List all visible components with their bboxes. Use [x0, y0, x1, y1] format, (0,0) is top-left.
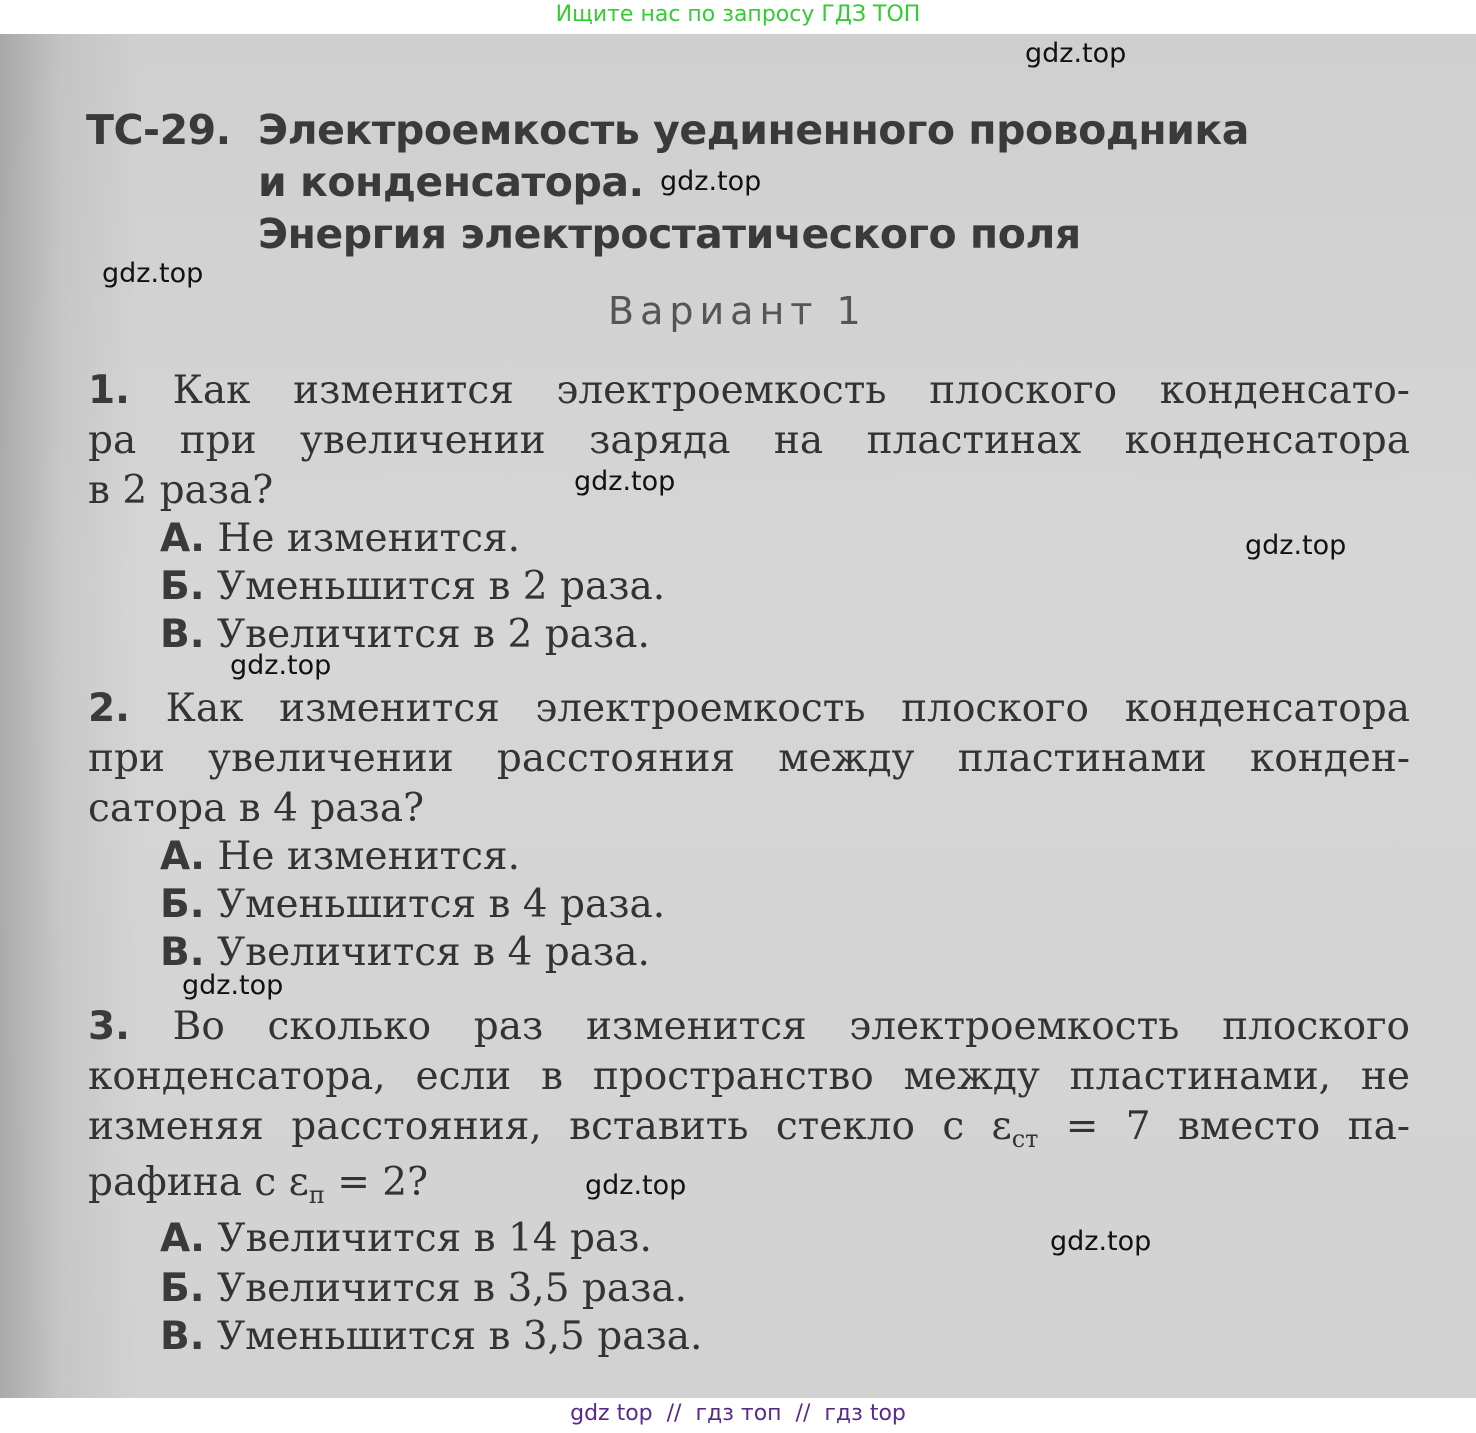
watermark: gdz.top — [660, 166, 762, 197]
option-text: Увеличится в 2 раза. — [216, 612, 650, 657]
watermark: gdz.top — [182, 970, 284, 1001]
question-3-option-c — [160, 1312, 702, 1362]
watermark: gdz.top — [1245, 530, 1347, 561]
epsilon-subscript-glass: ст — [1011, 1125, 1039, 1153]
question-3-text-4b: = 2? — [324, 1160, 429, 1205]
option-letter: А. — [160, 1216, 205, 1261]
option-letter: Б. — [160, 564, 205, 609]
option-letter: В. — [160, 612, 205, 657]
question-2-line-1 — [88, 684, 1410, 734]
option-text: Уменьшится в 4 раза. — [216, 882, 666, 927]
question-1-line-1 — [88, 366, 1410, 416]
option-letter: В. — [160, 1314, 205, 1359]
question-2-line-3: сатора в 4 раза? — [88, 786, 424, 831]
option-letter: А. — [160, 516, 205, 561]
scanned-page — [0, 34, 1476, 1398]
watermark: gdz.top — [102, 258, 204, 289]
question-1-text-1: Как изменится электроемкость плоского конденсато- — [172, 368, 1410, 413]
watermark: gdz.top — [1025, 38, 1127, 69]
option-text: Увеличится в 3,5 раза. — [216, 1266, 688, 1311]
option-letter: В. — [160, 930, 205, 975]
question-2-text-1: Как изменится электроемкость плоского конденсатора — [165, 686, 1411, 731]
question-3-text-3a: изменяя расстояния, вставить стекло с ε — [88, 1104, 1012, 1149]
watermark: gdz.top — [1050, 1226, 1152, 1257]
option-text: Не изменится. — [217, 516, 520, 561]
question-1-option-b — [160, 562, 665, 612]
option-text: Уменьшится в 2 раза. — [216, 564, 666, 609]
page-title-line-1: Электроемкость уединенного проводника — [258, 106, 1249, 154]
question-2-option-b — [160, 880, 665, 930]
option-letter: Б. — [160, 882, 205, 927]
page-title-line-3: Энергия электростатического поля — [258, 210, 1081, 258]
question-1-number: 1. — [88, 368, 130, 413]
question-3-text-4a: рафина с ε — [88, 1160, 309, 1205]
test-code: ТС-29. — [86, 106, 231, 154]
watermark: gdz.top — [585, 1170, 687, 1201]
question-3-text-1: Во сколько раз изменится электроемкость плоского — [172, 1004, 1410, 1049]
page-title-line-2: и конденсатора. — [258, 158, 644, 206]
question-3-line-4 — [88, 1158, 1410, 1208]
question-3-line-3 — [88, 1102, 1410, 1152]
watermark: gdz.top — [230, 650, 332, 681]
question-3-option-b — [160, 1264, 687, 1314]
question-3-option-a — [160, 1214, 652, 1264]
question-1-line-3: в 2 раза? — [88, 468, 274, 513]
option-text: Не изменится. — [217, 834, 520, 879]
option-text: Увеличится в 4 раза. — [216, 930, 650, 975]
question-3-text-3b: = 7 вместо па- — [1038, 1104, 1410, 1149]
epsilon-subscript-paraffin: п — [308, 1181, 325, 1209]
option-text: Уменьшится в 3,5 раза. — [216, 1314, 703, 1359]
bottom-banner: gdz top // гдз топ // гдз top — [570, 1401, 906, 1426]
watermark: gdz.top — [574, 466, 676, 497]
question-1-option-a — [160, 514, 520, 564]
question-3-number: 3. — [88, 1004, 130, 1049]
question-3-line-2: конденсатора, если в пространство между пластинами, не — [88, 1054, 1410, 1099]
question-2-option-a — [160, 832, 520, 882]
question-2-number: 2. — [88, 686, 130, 731]
question-3-line-1 — [88, 1002, 1410, 1052]
variant-label: Вариант 1 — [608, 289, 867, 333]
option-text: Увеличится в 14 раз. — [217, 1216, 652, 1261]
option-letter: А. — [160, 834, 205, 879]
option-letter: Б. — [160, 1266, 205, 1311]
question-2-line-2: при увеличении расстояния между пластинами конден- — [88, 736, 1410, 781]
top-banner: Ищите нас по запросу ГДЗ ТОП — [555, 2, 921, 27]
question-1-line-2: ра при увеличении заряда на пластинах конденсатора — [88, 418, 1410, 463]
